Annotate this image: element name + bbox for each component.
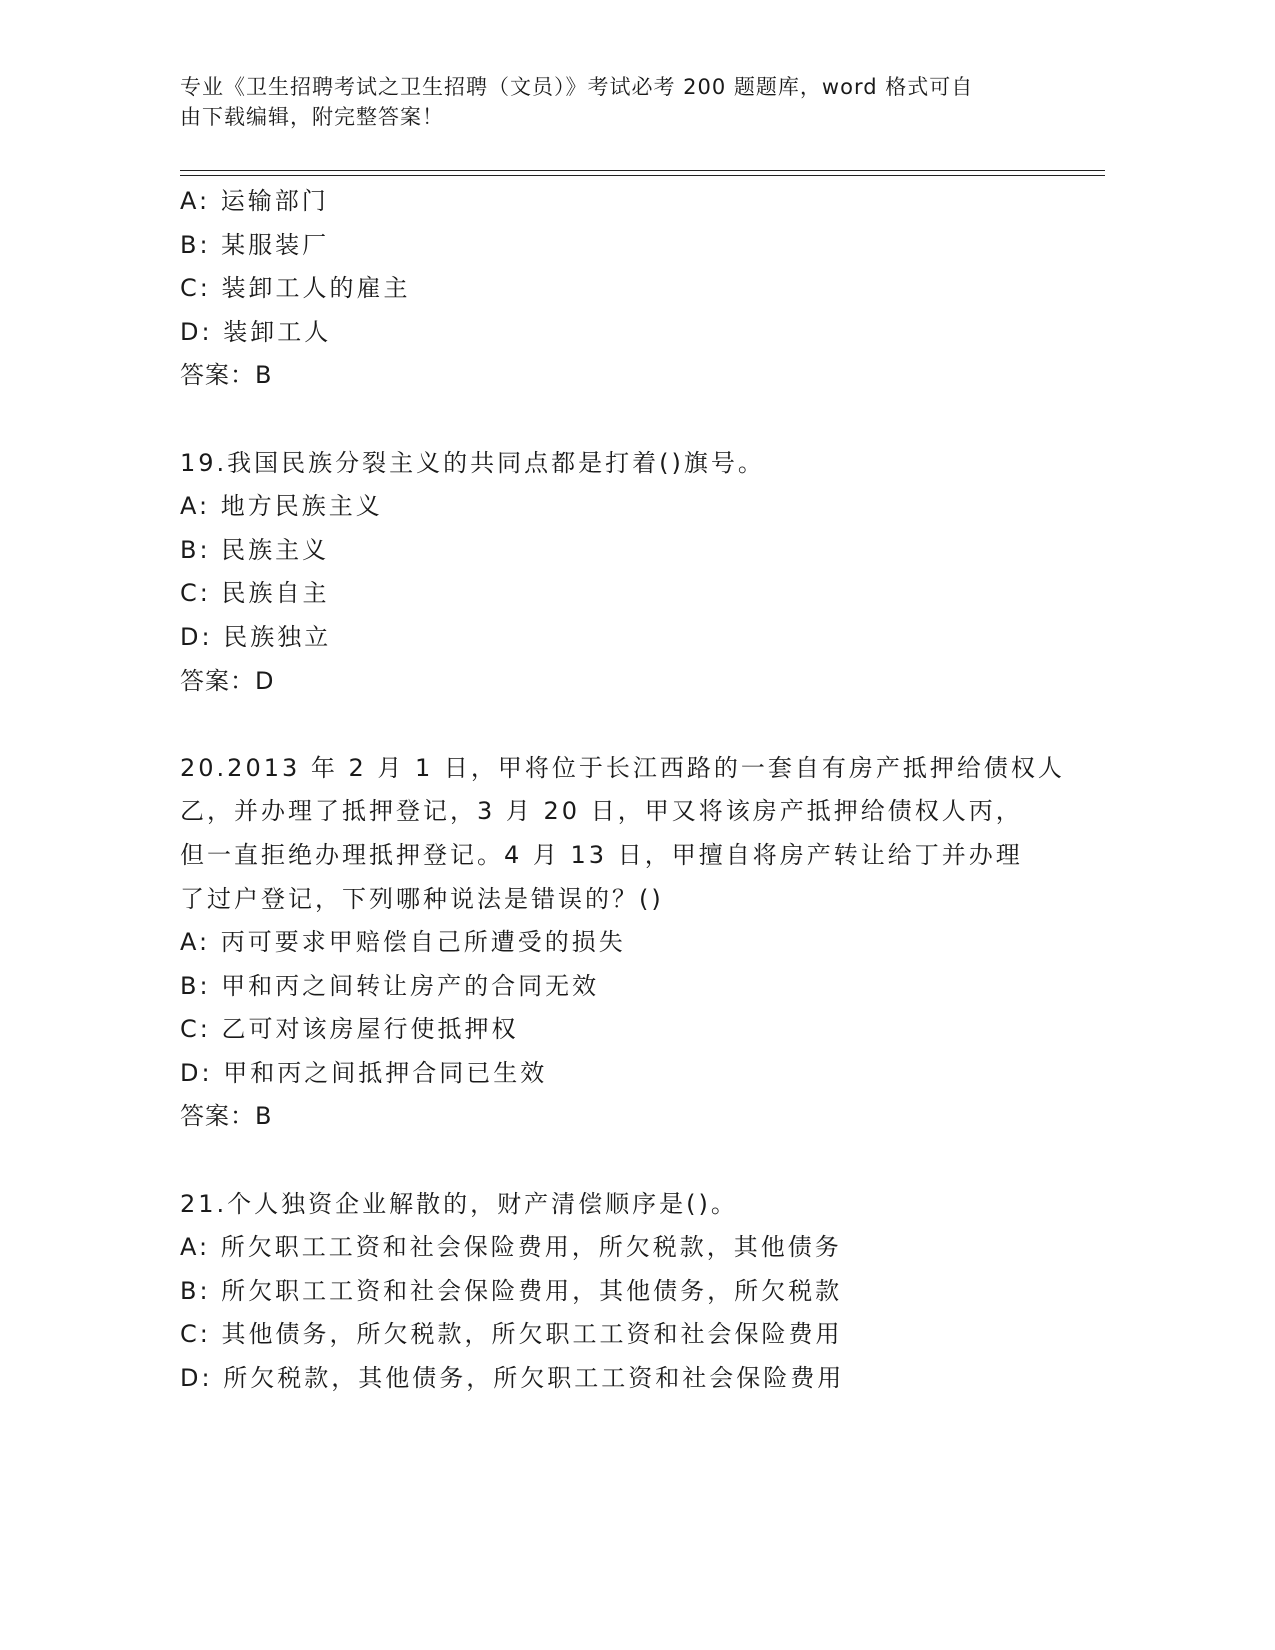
question-20-option-b: B: 甲和丙之间转让房产的合同无效 [180,971,600,1000]
question-19-option-a: A: 地方民族主义 [180,492,383,521]
question-20-stem-line-2: 乙，并办理了抵押登记，3 月 20 日，甲又将该房产抵押给债权人丙， [180,797,1023,826]
question-18-option-a: A: 运输部门 [180,187,329,215]
question-20-option-a: A: 丙可要求甲赔偿自己所遭受的损失 [180,928,626,957]
question-19-answer: 答案：D [180,666,275,695]
question-20-option-c: C: 乙可对该房屋行使抵押权 [180,1015,519,1044]
question-18-block [180,180,1060,398]
question-20-stem-line-1: 20.2013 年 2 月 1 日，甲将位于长江西路的一套自有房产抵押给债权人 [180,753,1065,782]
question-20-option-d: D: 甲和丙之间抵押合同已生效 [180,1058,548,1087]
question-18-option-d: D: 装卸工人 [180,317,332,346]
question-19-option-b: B: 民族主义 [180,535,330,564]
question-18-option-c: C: 装卸工人的雇主 [180,274,411,303]
question-18-answer: 答案：B [180,361,273,390]
question-20-stem-line-3: 但一直拒绝办理抵押登记。4 月 13 日，甲擅自将房产转让给丁并办理 [180,840,1023,869]
question-21-option-b: B: 所欠职工工资和社会保险费用，其他债务，所欠税款 [180,1276,843,1305]
question-18-option-b: B: 某服装厂 [180,230,330,259]
question-21-option-a: A: 所欠职工工资和社会保险费用，所欠税款，其他债务 [180,1233,842,1262]
question-21-stem: 21.个人独资企业解散的，财产清偿顺序是()。 [180,1189,738,1218]
question-21-block [180,1183,1060,1401]
header-divider-bottom [180,175,1105,176]
question-20-block [180,747,1065,1139]
question-19-option-c: C: 民族自主 [180,579,330,608]
header-divider-top [180,170,1105,171]
spacer [180,703,1060,747]
question-21-option-d: D: 所欠税款，其他债务，所欠职工工资和社会保险费用 [180,1364,845,1393]
question-19-block [180,442,1060,704]
question-19-option-d: D: 民族独立 [180,622,332,651]
spacer [180,398,1060,442]
question-20-stem-line-4: 了过户登记，下列哪种说法是错误的？() [180,884,664,913]
header-line-2: 由下载编辑，附完整答案！ [180,105,444,129]
question-19-stem: 19.我国民族分裂主义的共同点都是打着()旗号。 [180,448,765,477]
question-20-answer: 答案：B [180,1102,273,1131]
question-list [180,180,1065,1401]
spacer [180,1139,1060,1183]
header-line-1: 专业《卫生招聘考试之卫生招聘（文员）》考试必考 200 题题库，word 格式可自 [180,75,974,99]
document-header [180,72,1040,132]
question-21-option-c: C: 其他债务，所欠税款，所欠职工工资和社会保险费用 [180,1320,843,1349]
